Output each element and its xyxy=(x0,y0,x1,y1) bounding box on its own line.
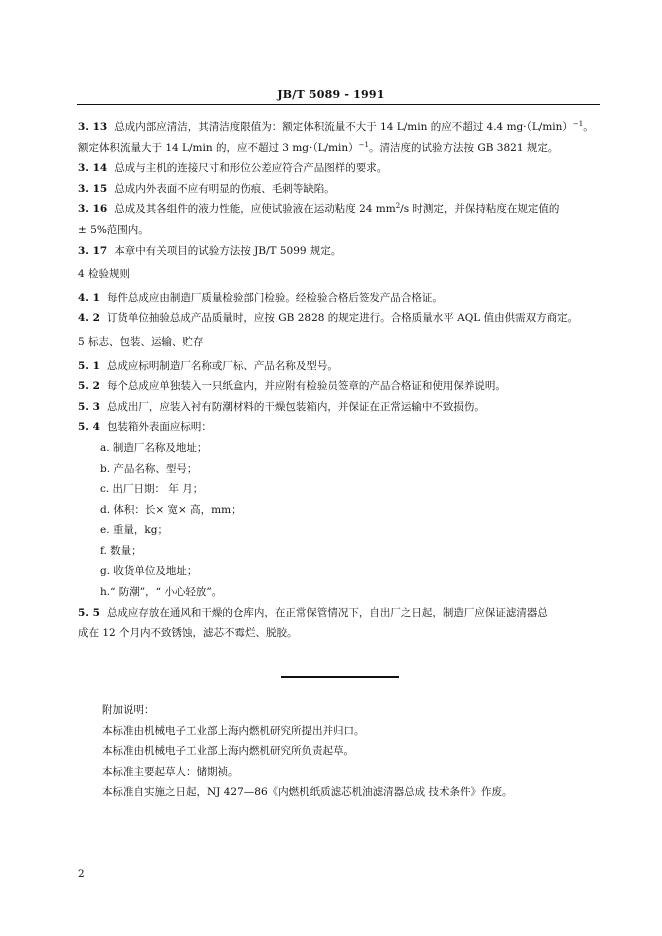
clause-number: 3. 13 xyxy=(78,121,108,133)
clause-5-5-line-2: 成在 12 个月内不致锈蚀，滤芯不霉烂、脱胶。 xyxy=(78,627,298,640)
clause-number: 3. 16 xyxy=(78,203,108,216)
clause-5-1 xyxy=(78,356,600,377)
list-item-h: h.“ 防潮”，“ 小心轻放”。 xyxy=(100,586,223,599)
clause-number: 3. 14 xyxy=(78,162,108,175)
section-4-heading: 4 检验规则 xyxy=(78,268,131,281)
clause-4-2 xyxy=(78,308,600,329)
clause-number: 5. 3 xyxy=(78,400,100,413)
superscript: −1 xyxy=(572,120,584,128)
clause-text: 订货单位抽验总成产品质量时，应按 GB 2828 的规定进行。合格质量水平 AQL 值由供需双方商定。 xyxy=(106,312,579,325)
header-rule xyxy=(77,104,600,105)
clause-number: 4. 2 xyxy=(78,312,100,325)
notes-title: 附加说明： xyxy=(102,704,155,716)
clause-number: 5. 1 xyxy=(78,359,100,372)
superscript: −1 xyxy=(358,140,369,149)
clause-number: 5. 4 xyxy=(78,421,100,434)
clause-text: 本章中有关项目的试验方法按 JB/T 5099 规定。 xyxy=(114,244,342,257)
clause-3-17 xyxy=(78,241,600,262)
clause-3-16-line-1 xyxy=(78,199,600,220)
clause-text: 每件总成应由制造厂质量检验部门检验。经检验合格后签发产品合格证。 xyxy=(106,291,443,304)
clause-text: 。 xyxy=(583,121,594,133)
list-item-d: d. 体积：长× 宽× 高，mm； xyxy=(100,503,242,516)
clause-3-14 xyxy=(78,158,600,179)
clause-text: 包装箱外表面应标明： xyxy=(106,421,212,434)
clause-5-3 xyxy=(78,397,600,418)
list-item-e: e. 重量，kg； xyxy=(100,524,168,537)
clause-text: 总成应存放在通风和干燥的仓库内，在正常保管情况下，自出厂之日起，制造厂应保证滤清器总 xyxy=(106,606,548,619)
clause-text: ± 5%范围内。 xyxy=(78,223,149,236)
clause-text: /s 时测定，并保持粘度在规定值的 xyxy=(400,203,560,216)
clause-text: 总成应标明制造厂名称或厂标、产品名称及型号。 xyxy=(106,359,338,372)
clause-3-13-line-1 xyxy=(78,117,600,138)
clause-number: 3. 15 xyxy=(78,182,108,195)
clause-number: 4. 1 xyxy=(78,291,100,304)
clause-number: 5. 2 xyxy=(78,380,100,393)
clause-number: 3. 17 xyxy=(78,244,108,257)
notes-line: 本标准主要起草人：储期祯。 xyxy=(102,765,239,778)
list-item-a: a. 制造厂名称及地址； xyxy=(100,441,208,454)
superscript: 2 xyxy=(395,202,401,211)
notes-line: 本标准由机械电子工业部上海内燃机研究所提出并归口。 xyxy=(102,724,365,737)
additional-notes xyxy=(102,700,602,803)
section-5-heading: 5 标志、包装、运输、贮存 xyxy=(78,335,204,348)
notes-line: 本标准由机械电子工业部上海内燃机研究所负责起草。 xyxy=(102,745,354,758)
list-item-b: b. 产品名称、型号； xyxy=(100,462,198,475)
document-body xyxy=(78,117,600,644)
list-item-g: g. 收货单位及地址； xyxy=(100,565,198,578)
clause-text: 。清洁度的试验方法按 GB 3821 规定。 xyxy=(369,141,559,154)
list-item-c: c. 出厂日期： 年 月； xyxy=(100,483,204,496)
page-number: 2 xyxy=(78,868,85,880)
clause-4-1 xyxy=(78,288,600,309)
list-item-f: f. 数量； xyxy=(100,544,142,557)
clause-5-5-line-1 xyxy=(78,603,600,624)
clause-5-4 xyxy=(78,417,600,438)
clause-number: 5. 5 xyxy=(78,606,100,619)
clause-text: 每个总成应单独装入一只纸盒内，并应附有检验员签章的产品合格证和使用保养说明。 xyxy=(106,380,506,393)
clause-text: 总成与主机的连接尺寸和形位公差应符合产品图样的要求。 xyxy=(114,162,388,175)
clause-3-13-line-2 xyxy=(78,138,600,159)
notes-line: 本标准自实施之日起，NJ 427—86《内燃机纸质滤芯机油滤清器总成 技术条件》作废。 xyxy=(102,786,513,799)
clause-3-16-line-2 xyxy=(78,220,600,241)
clause-text: 额定体积流量大于 14 L/min 的，应不超过 3 mg·（L/min） xyxy=(78,141,359,154)
clause-3-15 xyxy=(78,179,600,200)
clause-5-2 xyxy=(78,376,600,397)
clause-text: 总成及其各组件的液力性能，应使试验液在运动粘度 24 mm xyxy=(114,203,396,216)
clause-text: 总成内外表面不应有明显的伤痕、毛刺等缺陷。 xyxy=(114,182,335,195)
end-of-text-rule xyxy=(281,676,399,678)
running-header: JB/T 5089 - 1991 xyxy=(277,88,385,101)
clause-text: 总成内部应清洁，其清洁度限值为：额定体积流量不大于 14 L/min 的应不超过 4.4 mg·（L/min） xyxy=(114,121,573,133)
clause-text: 总成出厂，应装入衬有防潮材料的干燥包装箱内，并保证在正常运输中不致损伤。 xyxy=(106,400,485,413)
